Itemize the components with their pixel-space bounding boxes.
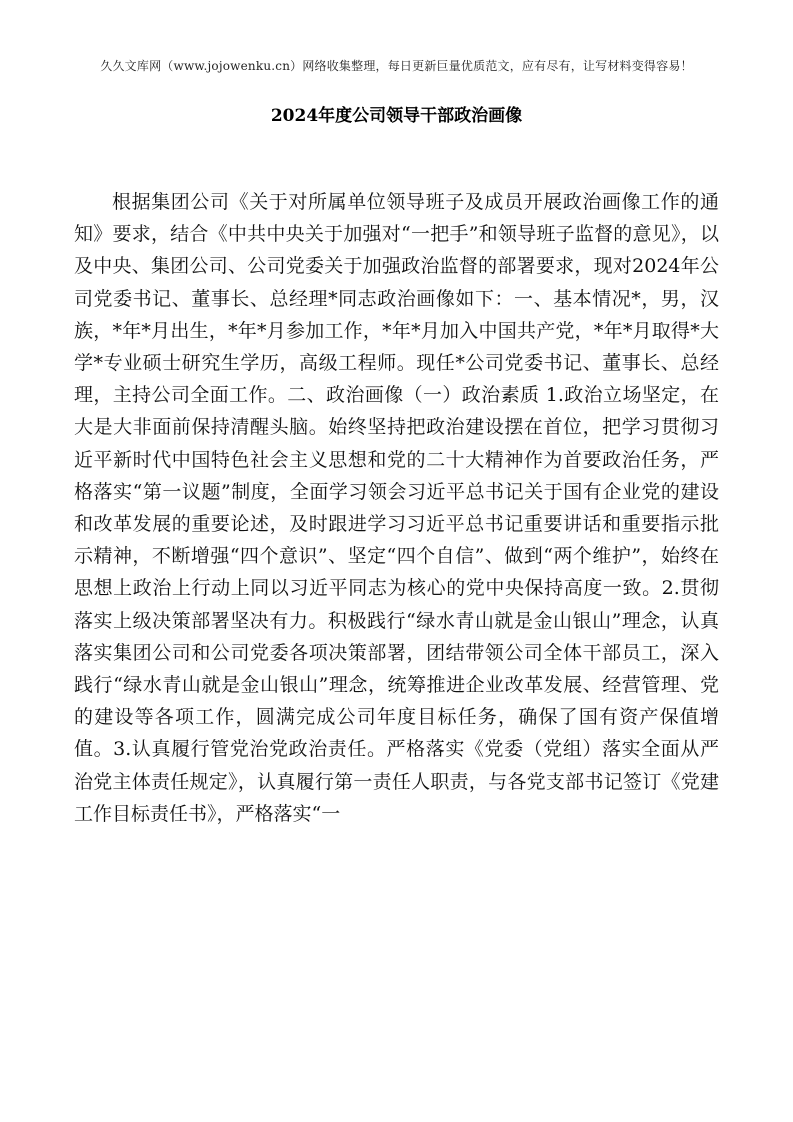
document-body-paragraph: 根据集团公司《关于对所属单位领导班子及成员开展政治画像工作的通知》要求，结合《中共中央关于加强对“一把手”和领导班子监督的意见》，以及中央、集团公司、公司党委关于加强政治监督的部署要求，现对2024年公司党委书记、董事长、总经理*同志政治画像如下：一、基本情况*，男，汉族，*年*月出生，*年*月参加工作，*年*月加入中国共产党，*年*月取得*大学*专业硕士研究生学历，高级工程师。现任*公司党委书记、董事长、总经理，主持公司全面工作。二、政治画像（一）政治素质 1.政治立场坚定，在大是大非面前保持清醒头脑。始终坚持把政治建设摆在首位，把学习贯彻习近平新时代中国特色社会主义思想和党的二十大精神作为首要政治任务，严格落实“第一议题”制度，全面学习领会习近平总书记关于国有企业党的建设和改革发展的重要论述，及时跟进学习习近平总书记重要讲话和重要指示批示精神，不断增强“四个意识”、坚定“四个自信”、做到“两个维护”，始终在思想上政治上行动上同以习近平同志为核心的党中央保持高度一致。2.贯彻落实上级决策部署坚决有力。积极践行“绿水青山就是金山银山”理念，认真落实集团公司和公司党委各项决策部署，团结带领公司全体干部员工，深入践行“绿水青山就是金山银山”理念，统筹推进企业改革发展、经营管理、党的建设等各项工作，圆满完成公司年度目标任务，确保了国有资产保值增值。3.认真履行管党治党政治责任。严格落实《党委（党组）落实全面从严治党主体责任规定》，认真履行第一责任人职责，与各党支部书记签订《党建工作目标责任书》，严格落实“一 bbox=[74, 191, 719, 825]
page-header-banner: 久久文库网（www.jojowenku.cn）网络收集整理，每日更新巨量优质范文，应有尽有，让写材料变得容易！ bbox=[100, 59, 693, 73]
document-title: 2024年度公司领导干部政治画像 bbox=[270, 106, 523, 126]
